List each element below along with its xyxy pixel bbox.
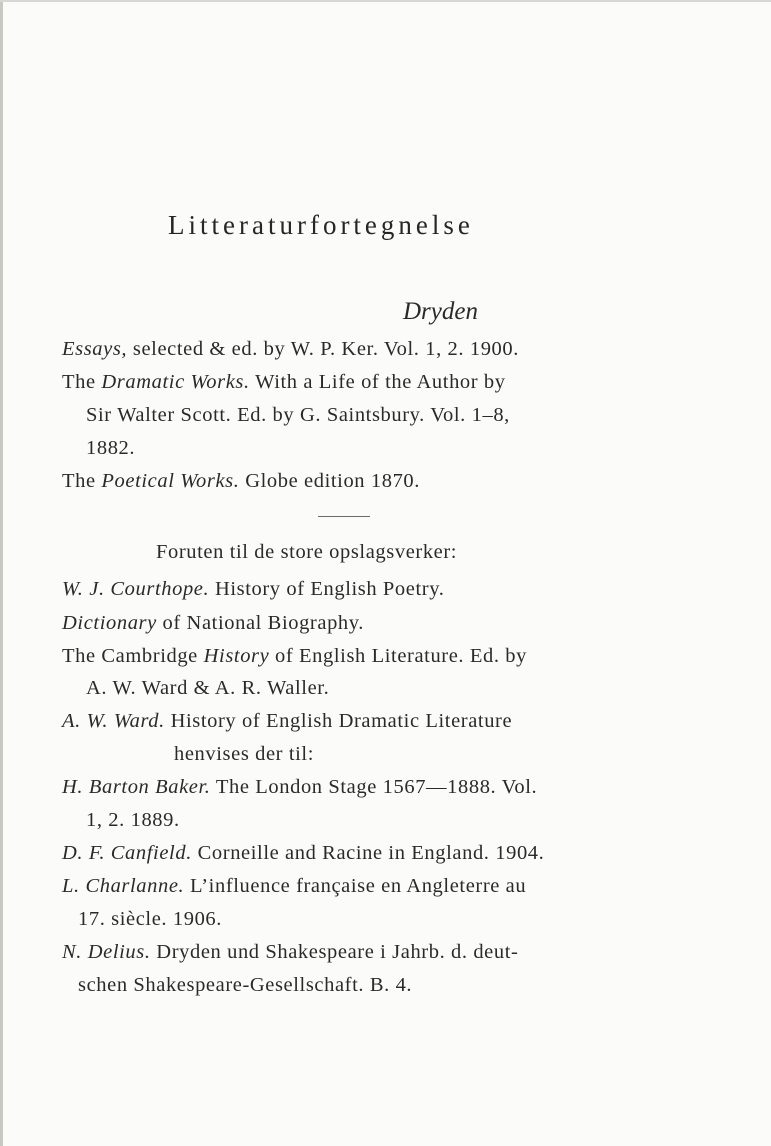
entry-prefix: The Cambridge: [62, 645, 204, 667]
entry-title: History: [203, 645, 270, 667]
separator-rule: [318, 516, 370, 517]
entry-author: H. Barton Baker.: [62, 776, 211, 798]
entry-author: W. J. Courthope.: [62, 578, 210, 600]
bibliography-entry: [62, 470, 420, 493]
section-heading: Dryden: [403, 298, 478, 325]
entry-text: Globe edition 1870.: [239, 470, 421, 492]
bibliography-entry: [62, 645, 527, 668]
bibliography-entry: [62, 941, 518, 964]
entry-text: The London Stage 1567—1888. Vol.: [210, 776, 538, 798]
entry-text: of English Literature. Ed. by: [269, 645, 528, 667]
entry-continuation: A. W. Ward & A. R. Waller.: [86, 677, 330, 699]
entry-prefix: The: [62, 371, 102, 393]
page-edge: [0, 0, 3, 1146]
entry-text: Corneille and Racine in England. 1904.: [191, 842, 545, 864]
entry-title: Dramatic Works.: [101, 371, 250, 393]
entry-author: L. Charlanne.: [62, 875, 185, 897]
page-title: Litteraturfortegnelse: [168, 210, 474, 240]
bibliography-entry: [62, 776, 537, 799]
entry-prefix: The: [62, 470, 102, 492]
entry-continuation: 1, 2. 1889.: [86, 809, 180, 831]
subheading: Foruten til de store opslagsverker:: [156, 541, 458, 563]
entry-text: Dryden und Shakespeare i Jahrb. d. deut-: [150, 941, 519, 963]
page-edge-top: [0, 0, 771, 2]
entry-author: N. Delius.: [62, 941, 151, 963]
entry-title: Essays,: [62, 338, 128, 360]
bibliography-entry: [62, 338, 519, 361]
entry-continuation: schen Shakespeare-Gesellschaft. B. 4.: [78, 974, 413, 996]
bibliography-entry: [62, 578, 444, 601]
bibliography-entry: [62, 710, 512, 733]
entry-title: Poetical Works.: [101, 470, 240, 492]
bibliography-entry: [62, 612, 364, 635]
entry-text: History of English Poetry.: [209, 578, 445, 600]
entry-text: selected & ed. by W. P. Ker. Vol. 1, 2. 1900.: [127, 338, 519, 360]
entry-author: A. W. Ward.: [62, 710, 165, 732]
bibliography-entry: [62, 875, 526, 898]
entry-text: of National Biography.: [156, 612, 365, 634]
entry-continuation: henvises der til:: [174, 743, 315, 765]
bibliography-entry: [62, 842, 544, 865]
entry-text: History of English Dramatic Literature: [164, 710, 513, 732]
entry-continuation: 1882.: [86, 437, 136, 459]
entry-author: D. F. Canfield.: [62, 842, 192, 864]
entry-title: Dictionary: [62, 612, 157, 634]
bibliography-entry: [62, 371, 506, 394]
entry-continuation: Sir Walter Scott. Ed. by G. Saintsbury. Vol. 1–8,: [86, 404, 510, 426]
entry-text: L’influence française en Angleterre au: [184, 875, 527, 897]
entry-continuation: 17. siècle. 1906.: [78, 908, 222, 930]
entry-text: With a Life of the Author by: [249, 371, 506, 393]
